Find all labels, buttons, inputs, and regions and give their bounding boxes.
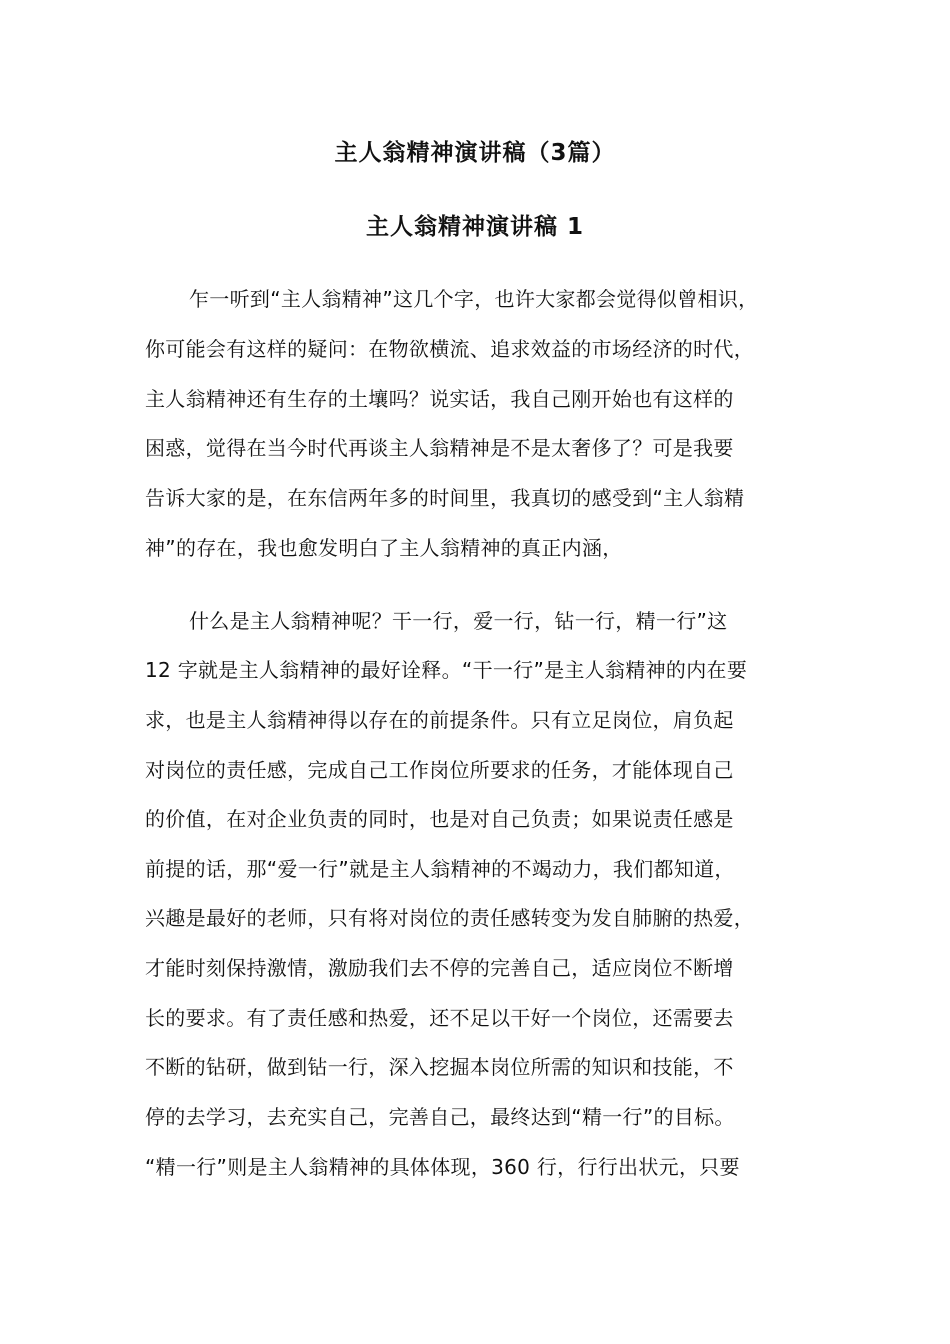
- document-title: 主人翁精神演讲稿（3篇）: [334, 140, 616, 166]
- paragraph-1-line-3: 主人翁精神还有生存的土壤吗？说实话，我自己刚开始也有这样的: [145, 387, 734, 411]
- paragraph-1-line-4: 困惑，觉得在当今时代再谈主人翁精神是不是太奢侈了？可是我要: [145, 436, 734, 460]
- paragraph-1-line-2: 你可能会有这样的疑问：在物欲横流、追求效益的市场经济的时代，: [145, 337, 754, 361]
- paragraph-2-line-9: 长的要求。有了责任感和热爱，还不足以干好一个岗位，还需要去: [145, 1006, 734, 1030]
- paragraph-2-line-6: 前提的话，那“爱一行”就是主人翁精神的不竭动力，我们都知道，: [145, 857, 735, 881]
- paragraph-1-line-6: 神”的存在，我也愈发明白了主人翁精神的真正内涵，: [145, 536, 623, 560]
- paragraph-2-line-10: 不断的钻研，做到钻一行，深入挖掘本岗位所需的知识和技能，不: [145, 1055, 734, 1079]
- paragraph-2-line-3: 求，也是主人翁精神得以存在的前提条件。只有立足岗位，肩负起: [145, 708, 734, 732]
- paragraph-2-line-8: 才能时刻保持激情，激励我们去不停的完善自己，适应岗位不断增: [145, 956, 734, 980]
- paragraph-2-line-4: 对岗位的责任感，完成自己工作岗位所要求的任务，才能体现自己: [145, 758, 734, 782]
- paragraph-2-line-12: “精一行”则是主人翁精神的具体体现，360 行，行行出状元，只要: [145, 1155, 740, 1179]
- paragraph-2-line-2: 12 字就是主人翁精神的最好诠释。“干一行”是主人翁精神的内在要: [145, 658, 748, 682]
- paragraph-2-line-7: 兴趣是最好的老师，只有将对岗位的责任感转变为发自肺腑的热爱，: [145, 906, 754, 930]
- document-subtitle: 主人翁精神演讲稿 1: [365, 214, 584, 240]
- paragraph-1-line-1: 乍一听到“主人翁精神”这几个字，也许大家都会觉得似曾相识，: [189, 287, 759, 311]
- paragraph-2-line-1: 什么是主人翁精神呢？干一行，爱一行，钻一行，精一行”这: [189, 609, 728, 633]
- paragraph-1-line-5: 告诉大家的是，在东信两年多的时间里，我真切的感受到“主人翁精: [145, 486, 745, 510]
- paragraph-2-line-5: 的价值，在对企业负责的同时，也是对自己负责；如果说责任感是: [145, 807, 734, 831]
- paragraph-2-line-11: 停的去学习，去充实自己，完善自己，最终达到“精一行”的目标。: [145, 1105, 735, 1129]
